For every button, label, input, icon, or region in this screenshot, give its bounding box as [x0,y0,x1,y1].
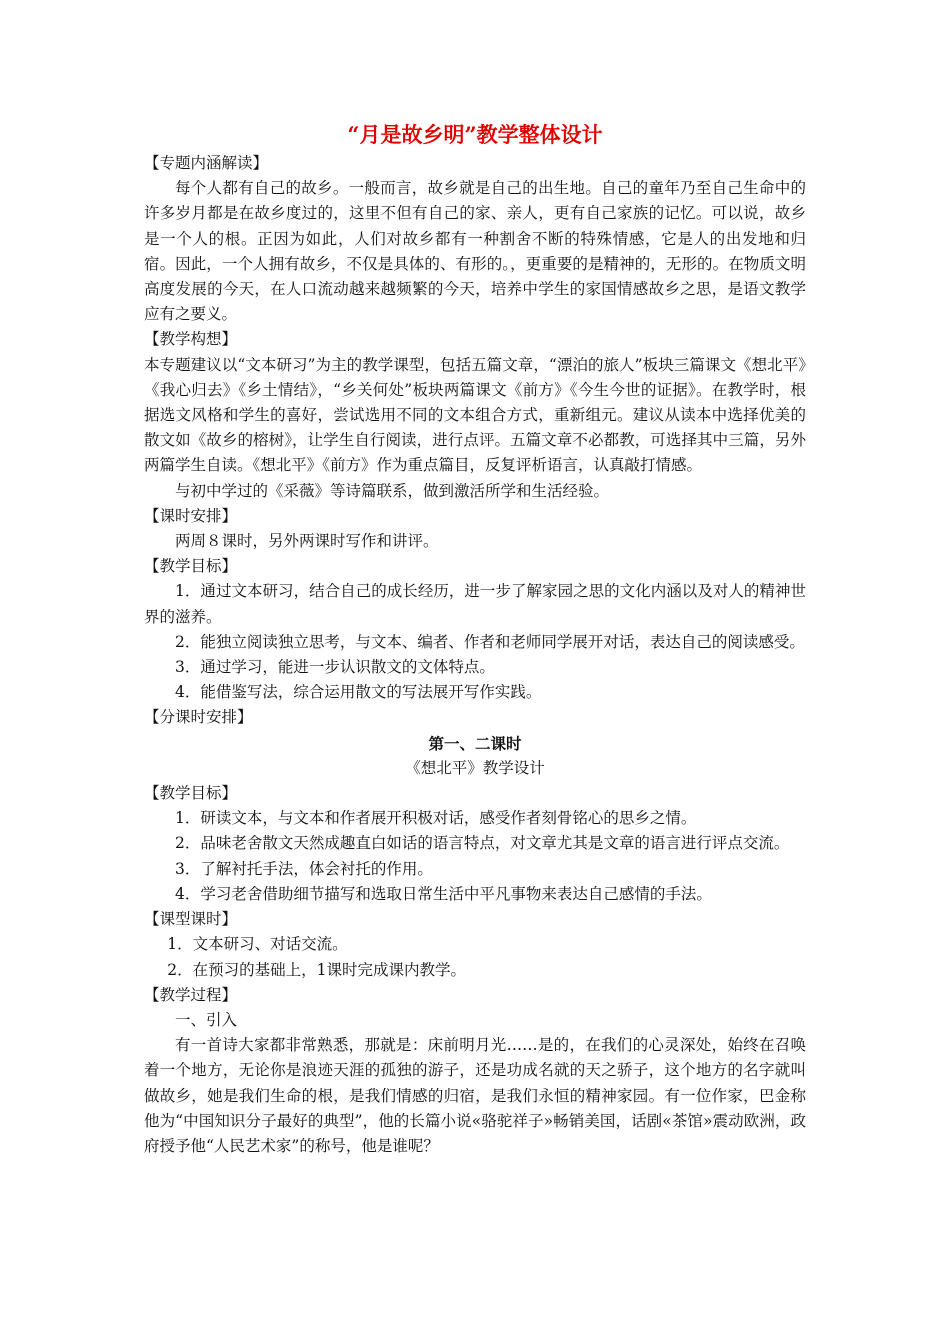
paragraph: 每个人都有自己的故乡。一般而言，故乡就是自己的出生地。自己的童年乃至自己生命中的许多岁月都是在故乡度过的，这里不但有自己的家、亲人，更有自己家族的记忆。可以说，故乡是一个人的根。正因为如此，人们对故乡都有一种割舍不断的特殊情感，它是人的出发地和归宿。因此，一个人拥有故乡，不仅是具体的、有形的。，更重要的是精神的，无形的。在物质文明高度发展的今天，在人口流动越来越频繁的今天，培养中学生的家国情感故乡之思，是语文教学应有之要义。 [144,179,806,324]
paragraph: 1．通过文本研习，结合自己的成长经历，进一步了解家园之思的文化内涵以及对人的精神世界的滋养。 [144,582,806,626]
paragraph: 有一首诗大家都非常熟悉，那就是：床前明月光……是的，在我们的心灵深处，始终在召唤着一个地方，无论你是浪迹天涯的孤独的游子，还是功成名就的天之骄子，这个地方的名字就叫做故乡，她是我们生命的根，是我们情感的归宿，是我们永恒的精神家园。有一位作家，巴金称他为“中国知识分子最好的典型”，他的长篇小说«骆驼祥子»畅销美国，话剧«茶馆»震动欧洲，政府授予他“人民艺术家”的称号，他是谁呢？ [144,1036,806,1155]
section-heading: 【专题内涵解读】 [144,154,269,172]
paragraph: 3．通过学习，能进一步认识散文的文体特点。 [175,658,495,677]
paragraph: 1．文本研习、对话交流。 [167,935,348,954]
section-heading: 【课时安排】 [144,506,238,525]
paragraph: 4．能借鉴写法，综合运用散文的写法展开写作实践。 [175,683,542,702]
document-title: “月是故乡明”教学整体设计 [347,122,603,147]
document-body [144,151,806,1159]
document-page [144,118,806,1159]
paragraph: 1．研读文本，与文本和作者展开积极对话，感受作者刻骨铭心的思乡之情。 [175,809,697,828]
paragraph: 4．学习老舍借助细节描写和选取日常生活中平凡事物来表达自己感情的手法。 [175,884,712,903]
paragraph: 2．能独立阅读独立思考，与文本、编者、作者和老师同学展开对话，表达自己的阅读感受。 [175,632,805,651]
section-heading: 【教学目标】 [144,557,238,576]
paragraph: 《想北平》教学设计 [405,758,545,777]
paragraph: 2．品味老舍散文天然成趣直白如话的语言特点，对文章尤其是文章的语言进行评点交流。 [175,834,790,853]
paragraph: 第一、二课时 [428,733,522,753]
section-heading: 【教学过程】 [144,985,238,1004]
section-heading: 【教学构想】 [144,330,238,349]
section-heading: 【课型课时】 [144,910,238,929]
section-heading: 【分课时安排】 [144,708,253,727]
paragraph: 本专题建议以“文本研习”为主的教学课型，包括五篇文章，“漂泊的旅人”板块三篇课文《想北平》《我心归去》《乡土情结》，“乡关何处”板块两篇课文《前方》《今生今世的证据》。在教学时，根据选文风格和学生的喜好，尝试选用不同的文本组合方式，重新组元。建议从读本中选择优美的散文如《故乡的榕树》，让学生自行阅读，进行点评。五篇文章不必都教，可选择其中三篇，另外两篇学生自读。《想北平》《前方》作为重点篇目，反复评析语言，认真敲打情感。 [144,355,806,475]
paragraph: 两周８课时，另外两课时写作和讲评。 [175,532,439,551]
paragraph: 3．了解衬托手法，体会衬托的作用。 [175,859,433,878]
paragraph: 2．在预习的基础上，1课时完成课内教学。 [167,960,466,979]
paragraph: 一、引入 [175,1010,238,1029]
section-heading: 【教学目标】 [144,784,238,803]
paragraph: 与初中学过的《采薇》等诗篇联系，做到激活所学和生活经验。 [175,481,610,500]
